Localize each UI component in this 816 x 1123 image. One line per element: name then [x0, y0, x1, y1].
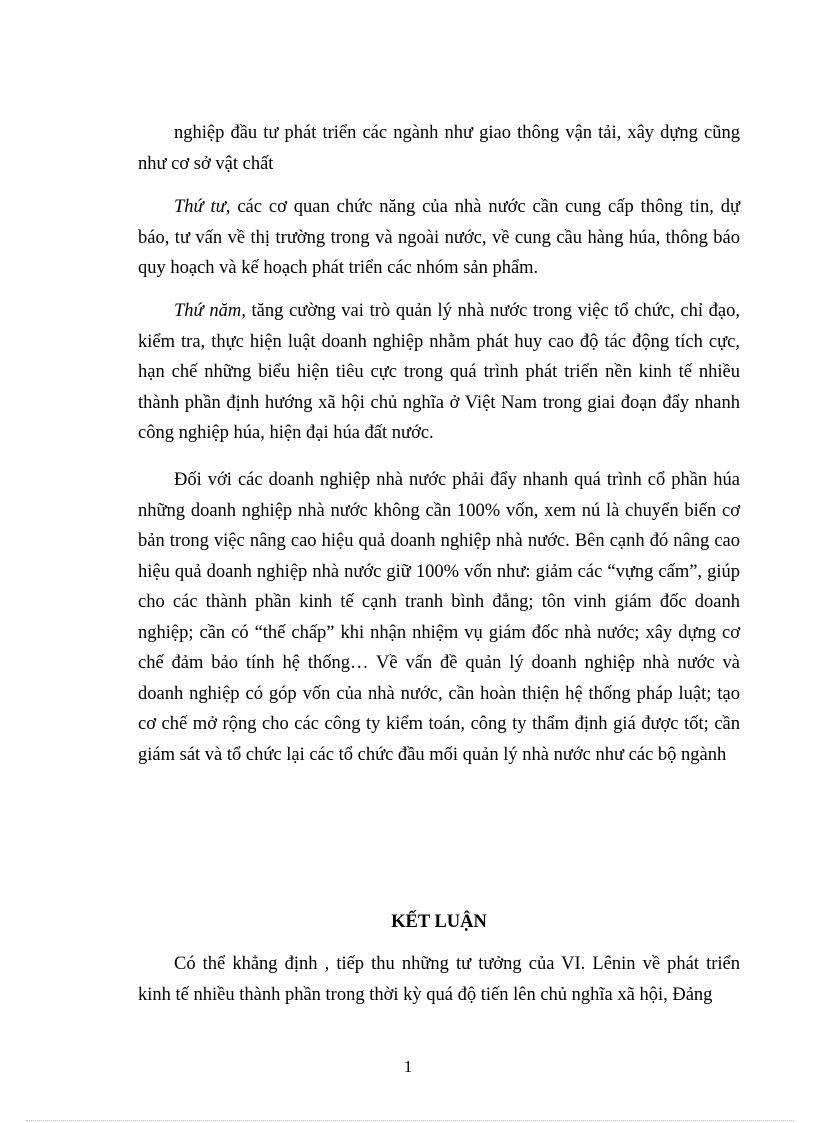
conclusion-paragraph: Có thể khẳng định , tiếp thu những tư tưởng của VI. Lênin về phát triển kinh tế nhiều thành phần trong thời kỳ quá độ tiến lên chủ nghĩa xã hội, Đảng — [138, 954, 740, 1005]
paragraph-doanh-nghiep: Đối với các doanh nghiệp nhà nước phải đẩy nhanh quá trình cổ phần húa những doanh nghiệp nhà nước không cần 100% vốn, xem nú là chuyển biến cơ bản trong việc nâng cao hiệu quả doanh nghiệp nhà nước. Bên cạnh đó nâng cao hiệu quả doanh nghiệp nhà nước giữ 100% vốn như: giảm các “vựng cấm”, giúp cho các thành phần kinh tế cạnh tranh bình đẳng; tôn vinh giám đốc doanh nghiệp; cần có “thế chấp” khi nhận nhiệm vụ giám đốc nhà nước; xây dựng cơ chế đảm bảo tính hệ thống… Về vấn đề quản lý doanh nghiệp nhà nước và doanh nghiệp có góp vốn của nhà nước, cần hoàn thiện hệ thống pháp luật; tạo cơ chế mở rộng cho các công ty kiểm toán, công ty thẩm định giá được tốt; cần giám sát và tổ chức lại các tổ chức đầu mối quản lý nhà nước như các bộ ngành — [138, 470, 740, 765]
conclusion-heading: KẾT LUẬN — [391, 912, 487, 932]
paragraph-text: nghiệp đầu tư phát triển các ngành như giao thông vận tải, xây dựng cũng như cơ sở vật chất — [138, 123, 740, 174]
page-footer-divider — [26, 1120, 794, 1121]
paragraph-text: tăng cường vai trò quản lý nhà nước trong việc tổ chức, chỉ đạo, kiểm tra, thực hiện luật doanh nghiệp nhằm phát huy cao độ tác động tích cực, hạn chế những biểu hiện tiêu cực trong quá trình phát triển nền kinh tế nhiều thành phần định hướng xã hội chủ nghĩa ở Việt Nam trong giai đoạn đẩy nhanh công nghiệp húa, hiện đại húa đất nước. — [138, 301, 740, 443]
paragraph-lead: Thứ tư, — [174, 197, 231, 217]
paragraph-thu-nam — [138, 296, 740, 449]
paragraph-lead: Thứ năm, — [174, 301, 246, 321]
paragraph-text: các cơ quan chức năng của nhà nước cần cung cấp thông tin, dự báo, tư vấn về thị trường trong và ngoài nước, về cung cầu hàng húa, thông báo quy hoạch và kế hoạch phát triển các nhóm sản phẩm. — [138, 197, 741, 278]
page-number: 1 — [403, 1057, 413, 1076]
paragraph-thu-tu — [138, 192, 740, 284]
paragraph-continuation — [138, 118, 740, 179]
